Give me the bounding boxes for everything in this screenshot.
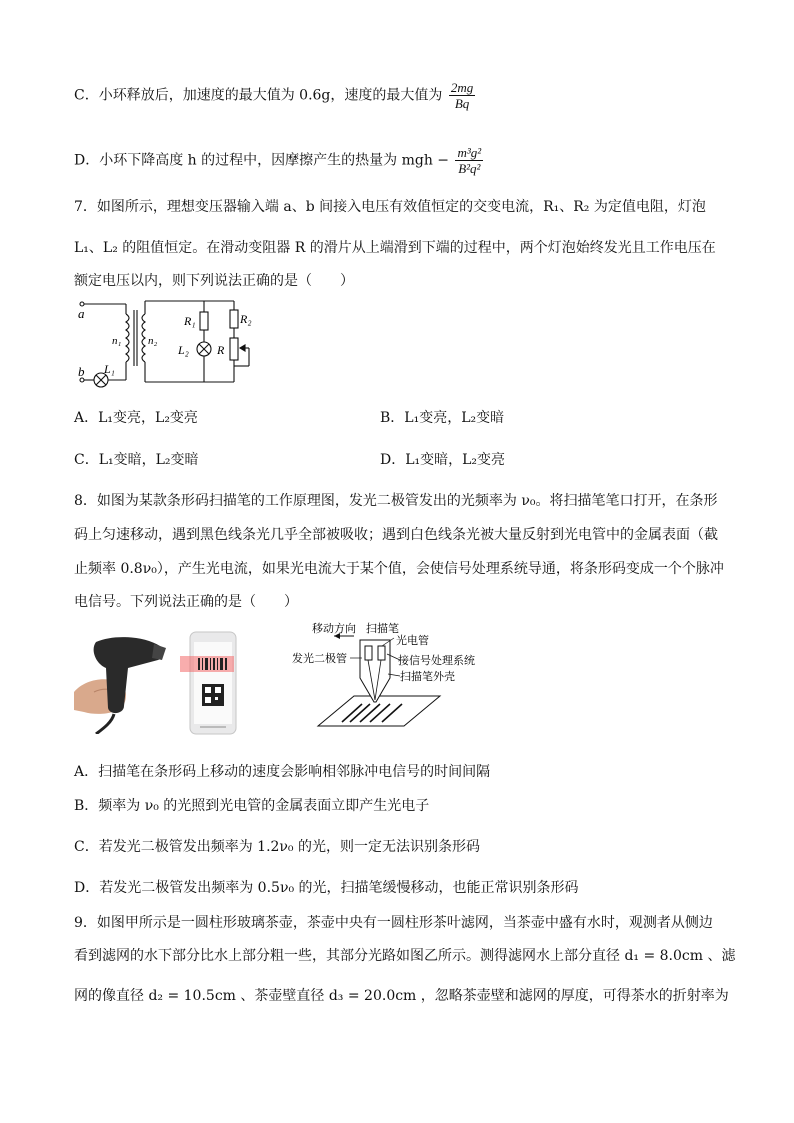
- led-label: 发光二极管: [292, 653, 347, 665]
- q9-stem-line-2: 看到滤网的水下部分比水上部分粗一些，其部分光路如图乙所示。测得滤网水上部分直径 d₁ = 8.0cm 、滤: [74, 948, 736, 964]
- n2-label: n₂: [148, 335, 158, 347]
- q9-stem-line-3: 网的像直径 d₂ = 10.5cm 、茶壶壁直径 d₃ = 20.0cm ，忽略茶壶壁和滤网的厚度，可得茶水的折射率为: [74, 988, 729, 1004]
- q8-stem-line-4: 电信号。下列说法正确的是（ ）: [74, 594, 298, 610]
- move-direction-label: 移动方向: [312, 623, 356, 635]
- q7-stem-line-1: 7．如图所示，理想变压器输入端 a、b 间接入电压有效值恒定的交变电流，R₁、R₂ 为定值电阻，灯泡: [74, 199, 706, 215]
- fraction-numerator: 2mg: [450, 80, 474, 95]
- q8-option-d: D．若发光二极管发出频率为 0.5ν₀ 的光，扫描笔缓慢移动，也能正常识别条形码: [74, 880, 579, 896]
- fraction-numerator: m³g²: [457, 145, 482, 160]
- q8-stem-line-3: 止频率 0.8ν₀），产生光电流，如果光电流大于某个值，会使信号处理系统导通，将条形码变成一个个脉冲: [74, 561, 724, 577]
- q7-circuit-diagram: [74, 296, 284, 396]
- phone-barcode-photo: [180, 630, 240, 736]
- q6-option-c: [74, 80, 475, 111]
- scanner-principle-diagram: [290, 618, 505, 728]
- q8-option-a: A．扫描笔在条形码上移动的速度会影响相邻脉冲电信号的时间间隔: [74, 764, 491, 780]
- q8-option-c: C．若发光二极管发出频率为 1.2ν₀ 的光，则一定无法识别条形码: [74, 839, 480, 855]
- l1-label: L₁: [104, 362, 115, 376]
- q7-stem-line-2: L₁、L₂ 的阻值恒定。在滑动变阻器 R 的滑片从上端滑到下端的过程中，两个灯泡始终发光且工作电压在: [74, 240, 716, 256]
- r2-label: R₂: [240, 312, 252, 326]
- q8-option-b: B．频率为 ν₀ 的光照到光电管的金属表面立即产生光电子: [74, 798, 430, 814]
- r-label: R: [217, 343, 225, 357]
- n1-label: n₁: [112, 335, 122, 347]
- terminal-a-label: a: [78, 306, 85, 321]
- q6-option-d: [74, 145, 483, 176]
- q8-stem-line-1: 8．如图为某款条形码扫描笔的工作原理图，发光二极管发出的光频率为 ν₀。将扫描笔笔口打开，在条形: [74, 493, 718, 509]
- q7-option-c: C．L₁变暗，L₂变暗: [74, 452, 199, 468]
- pen-shell-label: 扫描笔外壳: [400, 671, 455, 683]
- terminal-b-label: b: [78, 364, 85, 379]
- q9-stem-line-1: 9．如图甲所示是一圆柱形玻璃茶壶，茶壶中央有一圆柱形茶叶滤网，当茶壶中盛有水时，观测者从侧边: [74, 915, 713, 931]
- q6-option-d-fraction: [455, 145, 483, 176]
- fraction-denominator: Bq: [454, 96, 470, 111]
- q6-option-c-text: C．小环释放后，加速度的最大值为 0.6g，速度的最大值为: [74, 87, 443, 104]
- q7-option-b: B．L₁变亮，L₂变暗: [380, 410, 505, 426]
- q7-option-d: D．L₁变暗，L₂变亮: [380, 452, 506, 468]
- signal-system-label: 接信号处理系统: [398, 655, 475, 667]
- r1-label: R₁: [184, 314, 196, 328]
- q7-stem-line-3: 额定电压以内，则下列说法正确的是（ ）: [74, 273, 354, 289]
- l2-label: L₂: [178, 343, 189, 357]
- q8-stem-line-2: 码上匀速移动，遇到黑色线条光几乎全部被吸收；遇到白色线条光被大量反射到光电管中的金属表面（截: [74, 527, 718, 543]
- barcode-scanner-photo: [74, 630, 174, 734]
- q7-option-a: A．L₁变亮，L₂变亮: [74, 410, 198, 426]
- q6-option-d-text: D．小环下降高度 h 的过程中，因摩擦产生的热量为 mgh −: [74, 152, 450, 169]
- q6-option-c-fraction: [449, 80, 475, 111]
- fraction-denominator: B²q²: [458, 161, 481, 176]
- scanner-pen-label: 扫描笔: [366, 623, 399, 635]
- phototube-label: 光电管: [396, 635, 429, 647]
